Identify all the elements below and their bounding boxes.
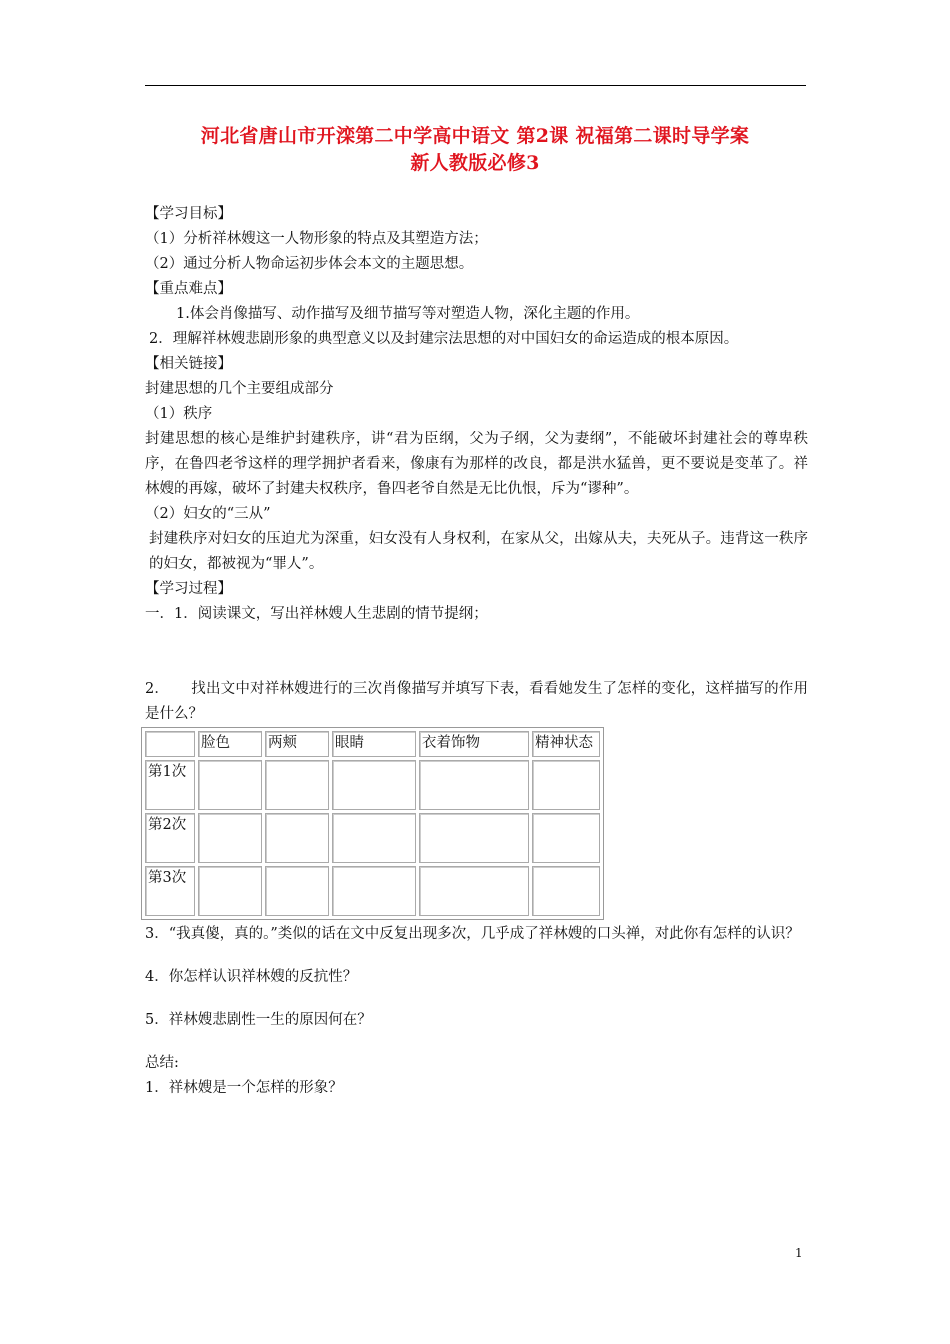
table-cell[interactable] bbox=[265, 760, 329, 810]
table-header-cell: 衣着饰物 bbox=[419, 731, 529, 757]
table-cell[interactable] bbox=[532, 760, 600, 810]
table-header-cell: 精神状态 bbox=[532, 731, 600, 757]
table-cell[interactable] bbox=[265, 866, 329, 916]
links-intro: 封建思想的几个主要组成部分 bbox=[145, 381, 334, 397]
table-row-label: 第3次 bbox=[145, 866, 195, 916]
table-cell[interactable] bbox=[332, 813, 416, 863]
answer-space-1 bbox=[145, 627, 808, 677]
table-cell[interactable] bbox=[198, 866, 262, 916]
links-sub1-text: 封建思想的核心是维护封建秩序，讲“君为臣纲，父为子纲，父为妻纲”，不能破坏封建社会的尊卑秩序，在鲁四老爷这样的理学拥护者看来，像康有为那样的改良，都是洪水猛兽，更不要说是变革了。祥林嫂的再嫁，破坏了封建夫权秩序，鲁四老爷自然是无比仇恨，斥为“谬种”。 bbox=[145, 431, 808, 497]
table-cell[interactable] bbox=[198, 760, 262, 810]
question-2 bbox=[145, 677, 808, 727]
table-cell[interactable] bbox=[419, 866, 529, 916]
table-cell[interactable] bbox=[532, 813, 600, 863]
document-body bbox=[145, 202, 808, 1101]
table-cell[interactable] bbox=[419, 813, 529, 863]
table-header-cell: 脸色 bbox=[198, 731, 262, 757]
question-2-text: 找出文中对祥林嫂进行的三次肖像描写并填写下表，看看她发生了怎样的变化，这样描写的作用是什么？ bbox=[145, 681, 808, 722]
answer-space-3 bbox=[145, 947, 808, 965]
document-title-line2: 新人教版必修3 bbox=[410, 152, 540, 174]
key-point-1: 1.体会肖像描写、动作描写及细节描写等对塑造人物，深化主题的作用。 bbox=[176, 306, 640, 322]
table-cell[interactable] bbox=[532, 866, 600, 916]
answer-space-5 bbox=[145, 1033, 808, 1051]
table-row-label: 第1次 bbox=[145, 760, 195, 810]
table-row-label: 第2次 bbox=[145, 813, 195, 863]
table-row bbox=[145, 760, 600, 810]
links-sub2-title: （2）妇女的“三从” bbox=[145, 506, 271, 522]
header-rule bbox=[145, 85, 806, 86]
question-3: 3．“我真傻，真的。”类似的话在文中反复出现多次，几乎成了祥林嫂的口头禅，对此你有怎样的认识？ bbox=[145, 926, 800, 942]
links-sub2-text: 封建秩序对妇女的压迫尤为深重，妇女没有人身权利，在家从父，出嫁从夫，夫死从子。违背这一秩序的妇女，都被视为“罪人”。 bbox=[149, 531, 808, 572]
table-cell[interactable] bbox=[332, 866, 416, 916]
key-point-2: 2．理解祥林嫂悲剧形象的典型意义以及封建宗法思想的对中国妇女的命运造成的根本原因。 bbox=[149, 331, 739, 347]
table-header-cell: 两颊 bbox=[265, 731, 329, 757]
table-header-cell bbox=[145, 731, 195, 757]
goal-item-2: （2）通过分析人物命运初步体会本文的主题思想。 bbox=[145, 256, 474, 272]
table-cell[interactable] bbox=[198, 813, 262, 863]
goal-item-1: （1）分析祥林嫂这一人物形象的特点及其塑造方法； bbox=[145, 231, 488, 247]
question-2-number: 2． bbox=[145, 681, 170, 697]
links-sub1-title: （1）秩序 bbox=[145, 406, 213, 422]
table-cell[interactable] bbox=[265, 813, 329, 863]
goals-heading: 【学习目标】 bbox=[145, 206, 232, 222]
page-number: 1 bbox=[795, 1246, 803, 1260]
table-header-row bbox=[145, 731, 600, 757]
key-points-heading: 【重点难点】 bbox=[145, 281, 232, 297]
links-heading: 【相关链接】 bbox=[145, 356, 232, 372]
answer-space-4 bbox=[145, 990, 808, 1008]
table-row bbox=[145, 866, 600, 916]
summary-label: 总结: bbox=[145, 1055, 179, 1071]
table-header-cell: 眼睛 bbox=[332, 731, 416, 757]
table-cell[interactable] bbox=[419, 760, 529, 810]
table-cell[interactable] bbox=[332, 760, 416, 810]
question-1: 一．1．阅读课文，写出祥林嫂人生悲剧的情节提纲； bbox=[145, 606, 488, 622]
portrait-description-table bbox=[141, 727, 604, 920]
question-4: 4．你怎样认识祥林嫂的反抗性？ bbox=[145, 969, 358, 985]
table-row bbox=[145, 813, 600, 863]
question-5: 5．祥林嫂悲剧性一生的原因何在？ bbox=[145, 1012, 372, 1028]
process-heading: 【学习过程】 bbox=[145, 581, 232, 597]
summary-question-1: 1．祥林嫂是一个怎样的形象？ bbox=[145, 1080, 343, 1096]
document-title-line1: 河北省唐山市开滦第二中学高中语文 第2课 祝福第二课时导学案 bbox=[200, 125, 750, 147]
